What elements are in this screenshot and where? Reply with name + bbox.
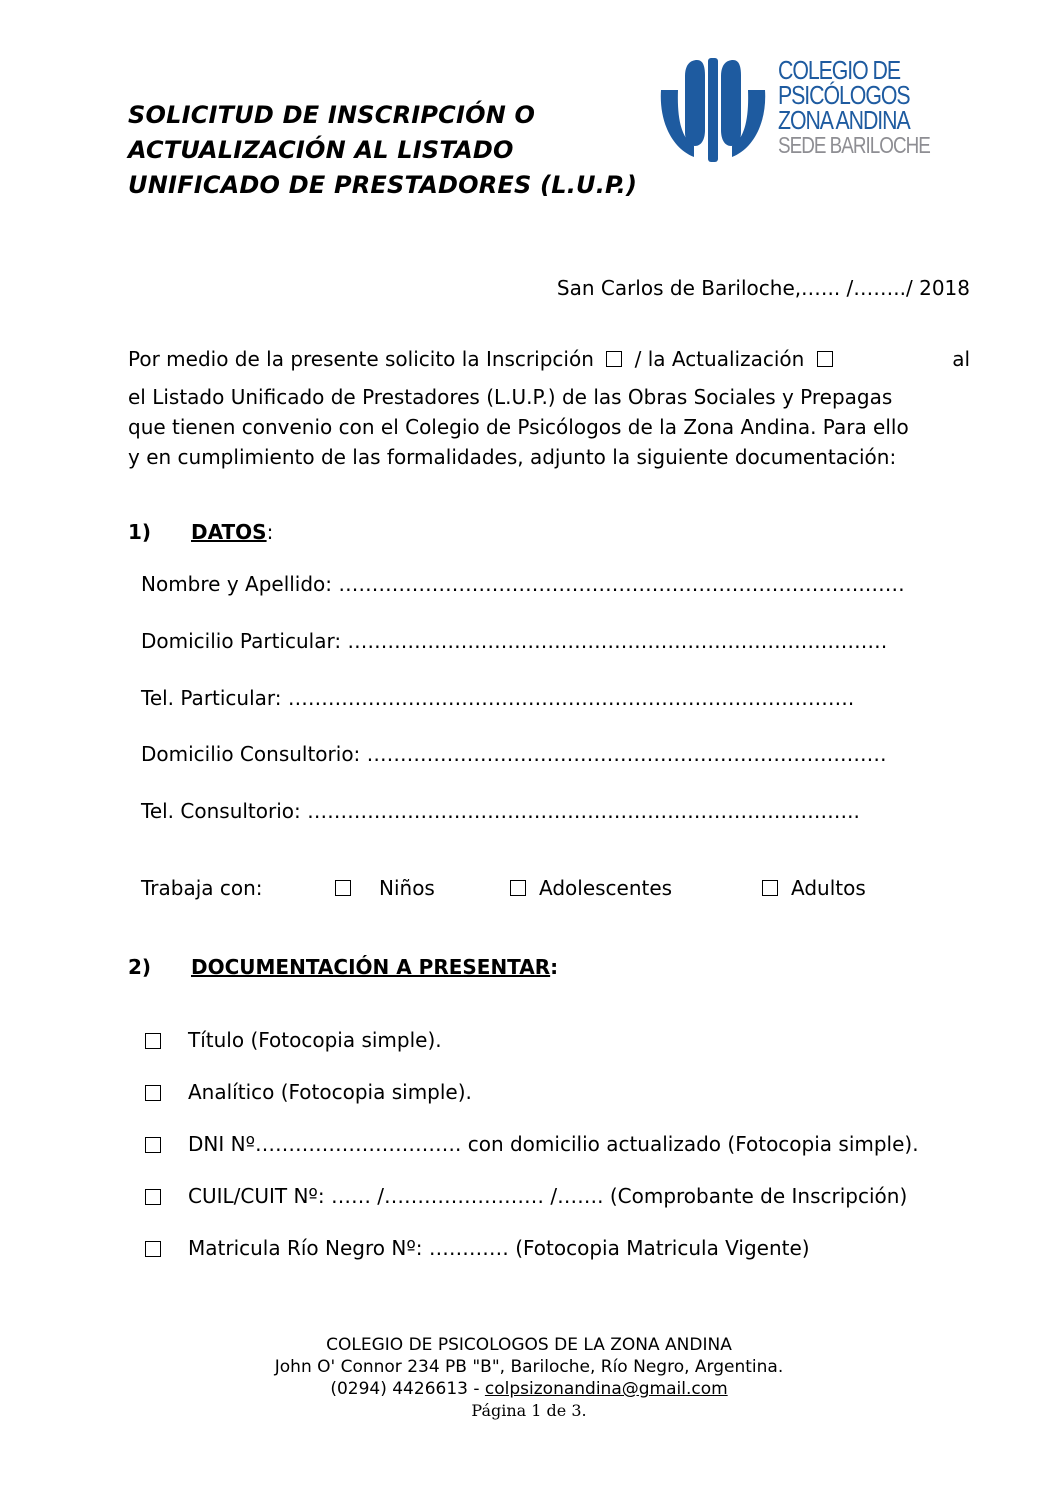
cuil-checkbox[interactable]	[145, 1189, 161, 1205]
field-domicilio-consultorio[interactable]: Domicilio Consultorio: ……………………………………………………………………	[141, 742, 887, 766]
intro-paragraph	[128, 344, 970, 472]
logo-line-4: SEDE BARILOCHE	[778, 132, 930, 158]
page-footer	[0, 1334, 1058, 1422]
works-with-row	[141, 876, 901, 906]
doc-item-analitico	[145, 1080, 965, 1110]
inscripcion-checkbox[interactable]	[606, 351, 622, 367]
section-2-label: DOCUMENTACIÓN A PRESENTAR	[191, 955, 551, 979]
doc-item-matricula	[145, 1236, 965, 1266]
section-2-heading	[128, 955, 728, 985]
footer-email-link[interactable]: colpsizonandina@gmail.com	[484, 1379, 728, 1399]
works-with-label: Trabaja con:	[141, 876, 263, 900]
section-2-colon: :	[550, 955, 559, 979]
title-line-3: UNIFICADO DE PRESTADORES (L.U.P.)	[128, 171, 638, 199]
section-1-colon: :	[266, 520, 274, 544]
footer-contact	[0, 1378, 1058, 1400]
ninos-label: Niños	[379, 876, 435, 900]
doc-item-matricula-text: Matricula Río Negro Nº: ………… (Fotocopia Matricula Vigente)	[188, 1236, 810, 1260]
doc-item-dni-text: DNI Nº…………………………. con domicilio actualizado (Fotocopia simple).	[188, 1132, 919, 1156]
date-line: San Carlos de Bariloche,.….. /……../ 2018	[556, 276, 970, 300]
field-nombre-apellido[interactable]: Nombre y Apellido: …………………………………………………………………….……	[141, 572, 905, 596]
logo-line-3: ZONA ANDINA	[778, 105, 910, 135]
field-domicilio-particular[interactable]: Domicilio Particular: ………………………………………………………………………	[141, 629, 888, 653]
section-1-heading	[128, 520, 628, 550]
footer-phone: (0294) 4426613 -	[330, 1379, 480, 1399]
adolescentes-checkbox[interactable]	[510, 880, 526, 896]
title-line-1: SOLICITUD DE INSCRIPCIÓN O	[128, 101, 536, 129]
document-title	[128, 98, 688, 203]
intro-text-part3: al	[952, 347, 970, 371]
logo-line-2: PSICÓLOGOS	[778, 80, 910, 110]
analitico-checkbox[interactable]	[145, 1085, 161, 1101]
dni-checkbox[interactable]	[145, 1137, 161, 1153]
adultos-label: Adultos	[791, 876, 866, 900]
college-logo	[657, 55, 930, 166]
doc-item-cuil	[145, 1184, 965, 1214]
matricula-checkbox[interactable]	[145, 1241, 161, 1257]
titulo-checkbox[interactable]	[145, 1033, 161, 1049]
doc-item-titulo-text: Título (Fotocopia simple).	[188, 1028, 442, 1052]
doc-item-analitico-text: Analítico (Fotocopia simple).	[188, 1080, 472, 1104]
section-1-number: 1)	[128, 520, 152, 544]
logo-wordmark	[778, 55, 963, 158]
intro-line-4: y en cumplimiento de las formalidades, adjunto la siguiente documentación:	[128, 445, 897, 469]
intro-text-part1: Por medio de la presente solicito la Inscripción	[128, 347, 594, 371]
field-tel-particular[interactable]: Tel. Particular: ………………………………………………………………………….	[141, 686, 855, 710]
logo-line-1: COLEGIO DE	[778, 55, 901, 85]
doc-item-titulo	[145, 1028, 965, 1058]
intro-text-part2: / la Actualización	[634, 347, 805, 371]
adultos-checkbox[interactable]	[762, 880, 778, 896]
adolescentes-label: Adolescentes	[539, 876, 673, 900]
field-tel-consultorio[interactable]: Tel. Consultorio: ………………………………………………………………………..	[141, 799, 860, 823]
doc-item-dni	[145, 1132, 965, 1162]
ninos-checkbox[interactable]	[335, 880, 351, 896]
section-1-label: DATOS	[191, 520, 267, 544]
psi-logo-icon	[657, 56, 769, 162]
footer-page-number: Página 1 de 3.	[471, 1401, 587, 1420]
title-line-2: ACTUALIZACIÓN AL LISTADO	[128, 136, 514, 164]
actualizacion-checkbox[interactable]	[817, 351, 833, 367]
section-2-number: 2)	[128, 955, 152, 979]
doc-item-cuil-text: CUIL/CUIT Nº: …… /…………………… /……. (Comprobante de Inscripción)	[188, 1184, 908, 1208]
footer-address: John O' Connor 234 PB "B", Bariloche, Río Negro, Argentina.	[274, 1357, 784, 1377]
intro-line-2: el Listado Unificado de Prestadores (L.U.P.) de las Obras Sociales y Prepagas	[128, 385, 893, 409]
intro-line-3: que tienen convenio con el Colegio de Psicólogos de la Zona Andina. Para ello	[128, 415, 909, 439]
footer-org: COLEGIO DE PSICOLOGOS DE LA ZONA ANDINA	[326, 1335, 732, 1355]
